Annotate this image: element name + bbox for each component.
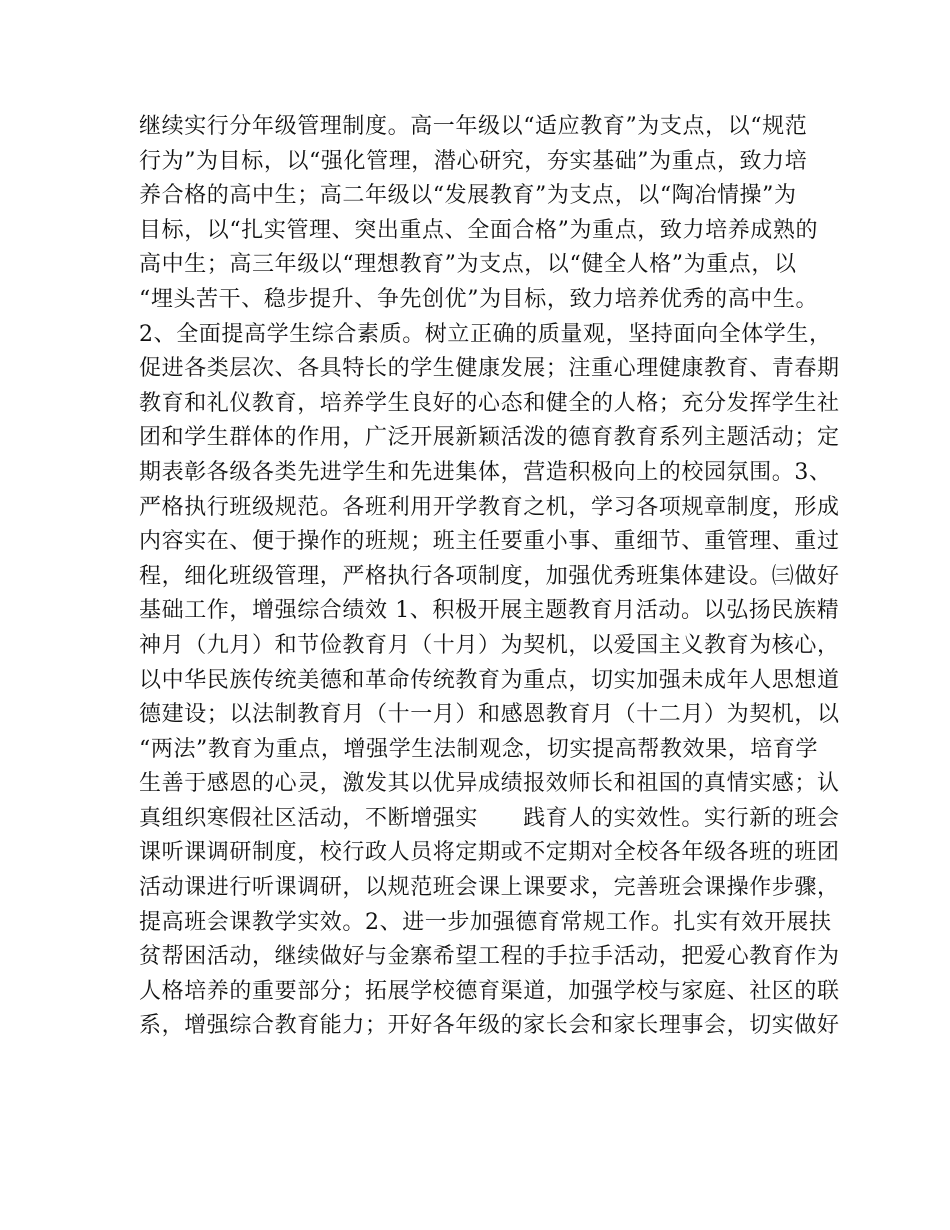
text-line: 行为”为目标，以“强化管理，潜心研究，夯实基础”为重点，致力培: [139, 148, 808, 174]
text-line: 2、全面提高学生综合素质。树立正确的质量观，坚持面向全体学生，: [139, 321, 832, 347]
text-line: 团和学生群体的作用，广泛开展新颖活泼的德育教育系列主题活动；定: [139, 425, 840, 451]
text-line: 内容实在、便于操作的班规；班主任要重小事、重细节、重管理、重过: [139, 529, 840, 555]
text-line: “埋头苦干、稳步提升、争先创优”为目标，致力培养优秀的高中生。: [139, 286, 819, 312]
text-line: 系，增强综合教育能力；开好各年级的家长会和家长理事会，切实做好: [139, 1013, 840, 1039]
text-line: 高中生；高三年级以“理想教育”为支点，以“健全人格”为重点，以: [139, 252, 797, 278]
text-line: 贫帮困活动，继续做好与金寨希望工程的手拉手活动，把爱心教育作为: [139, 944, 840, 970]
text-line: 以中华民族传统美德和革命传统教育为重点，切实加强未成年人思想道: [139, 667, 840, 693]
text-line: 基础工作，增强综合绩效 1、积极开展主题教育月活动。以弘扬民族精: [139, 598, 840, 624]
text-line: 真组织寒假社区活动，不断增强实 践育人的实效性。实行新的班会: [139, 805, 840, 831]
text-line: 神月（九月）和节俭教育月（十月）为契机，以爱国主义教育为核心，: [139, 632, 840, 658]
text-line: 生善于感恩的心灵，激发其以优异成绩报效师长和祖国的真情实感；认: [139, 771, 840, 797]
text-line: 养合格的高中生；高二年级以“发展教育”为支点，以“陶冶情操”为: [139, 183, 797, 209]
text-line: 期表彰各级各类先进学生和先进集体，营造积极向上的校园氛围。3、: [139, 459, 832, 485]
text-line: 继续实行分年级管理制度。高一年级以“适应教育”为支点，以“规范: [139, 114, 808, 139]
text-line: 课听课调研制度，校行政人员将定期或不定期对全校各年级各班的班团: [139, 840, 840, 866]
text-line: 目标，以“扎实管理、突出重点、全面合格”为重点，致力培养成熟的: [139, 217, 819, 243]
text-line: 程，细化班级管理，严格执行各项制度，加强优秀班集体建设。㈢做好: [139, 563, 840, 589]
text-line: 人格培养的重要部分；拓展学校德育渠道，加强学校与家庭、社区的联: [139, 978, 840, 1004]
body-text: [139, 110, 839, 1044]
text-line: 教育和礼仪教育，培养学生良好的心态和健全的人格；充分发挥学生社: [139, 390, 840, 416]
text-line: 德建设；以法制教育月（十一月）和感恩教育月（十二月）为契机，以: [139, 702, 840, 728]
text-line: 提高班会课教学实效。2、进一步加强德育常规工作。扎实有效开展扶: [139, 909, 832, 935]
text-line: “两法”教育为重点，增强学生法制观念，切实提高帮教效果，培育学: [139, 736, 819, 762]
text-line: 促进各类层次、各具特长的学生健康发展；注重心理健康教育、青春期: [139, 356, 840, 382]
text-line: 活动课进行听课调研，以规范班会课上课要求，完善班会课操作步骤，: [139, 875, 840, 901]
text-line: 严格执行班级规范。各班利用开学教育之机，学习各项规章制度，形成: [139, 494, 840, 520]
